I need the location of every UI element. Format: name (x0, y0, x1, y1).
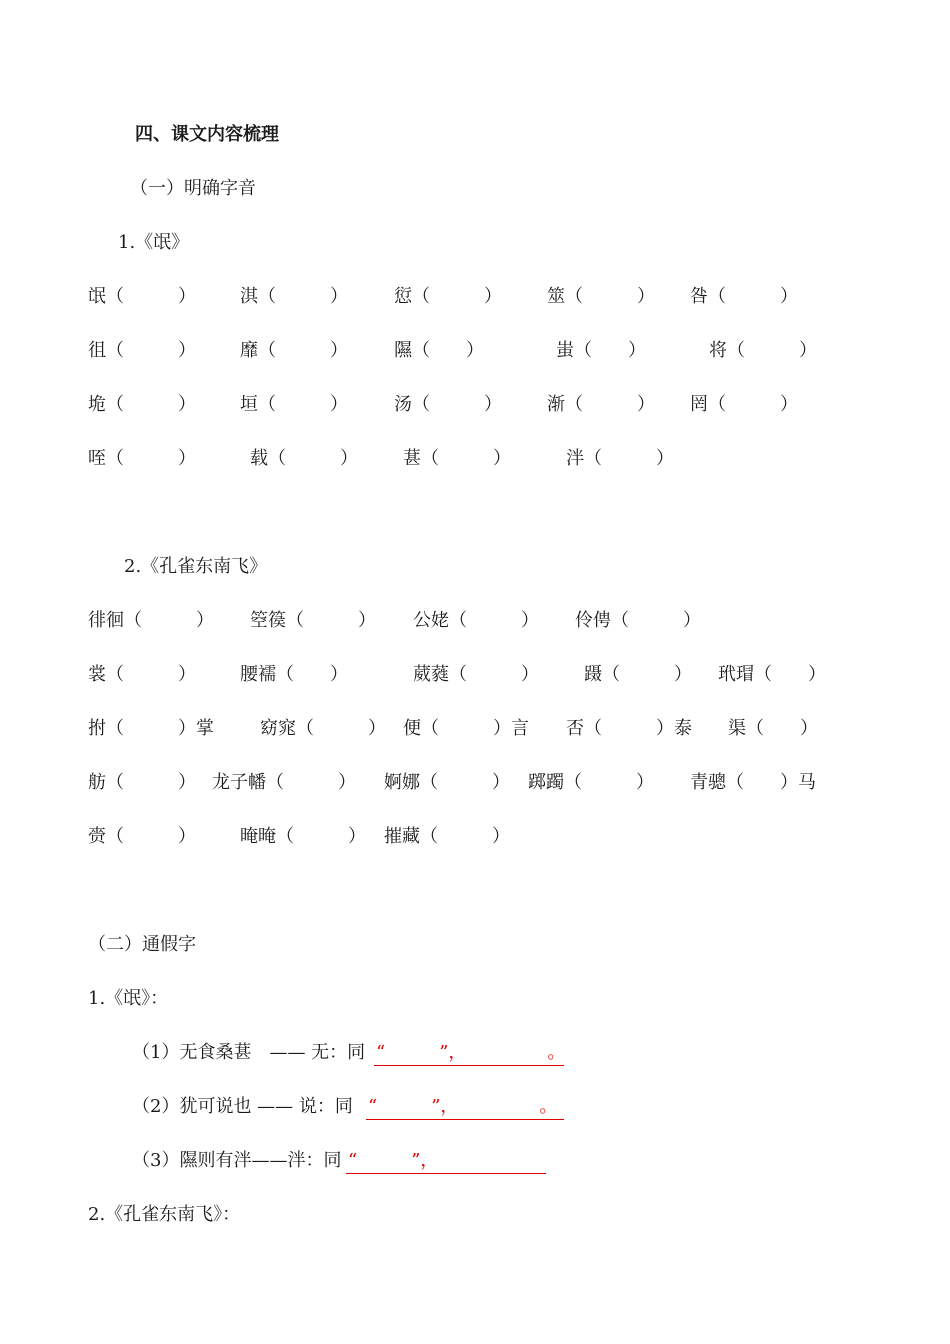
pinyin-item: 摧藏（ ） (384, 826, 510, 847)
pinyin-item: 踯躅（ ） (528, 772, 654, 793)
pinyin-item: 将（ ） (709, 340, 817, 361)
pinyin-item: 氓（ ） (88, 286, 196, 307)
pinyin-item: 赍（ ） (88, 826, 196, 847)
pinyin-item: 葚（ ） (403, 448, 511, 469)
tongjia-item-label: （2）犹可说也 —— 说：同 (132, 1096, 353, 1117)
pinyin-item: 隰（ ） (394, 340, 484, 361)
tongjia-item-label: （3）隰则有泮——泮：同 (132, 1150, 342, 1171)
pinyin-item: 徂（ ） (88, 340, 196, 361)
pinyin-item: 汤（ ） (394, 394, 502, 415)
pinyin-item: 葳蕤（ ） (413, 664, 539, 685)
pinyin-item: 舫（ ） (88, 772, 196, 793)
pinyin-item: 垝（ ） (88, 394, 196, 415)
pinyin-item: 箜篌（ ） (250, 610, 376, 631)
pinyin-item: 晻晻（ ） (240, 826, 366, 847)
subsection-title-tongjiazi: （二）通假字 (88, 934, 196, 955)
pinyin-item: 徘徊（ ） (88, 610, 214, 631)
pinyin-item: 靡（ ） (240, 340, 348, 361)
pinyin-item: 载（ ） (250, 448, 358, 469)
pinyin-item: 否（ ）泰 (566, 718, 692, 739)
pinyin-item: 愆（ ） (394, 286, 502, 307)
pinyin-item: 伶俜（ ） (575, 610, 701, 631)
part-title-peacock: 2.《孔雀东南飞》： (88, 1204, 241, 1225)
part-title-mang: 1.《氓》： (88, 988, 169, 1009)
pinyin-item: 渠（ ） (728, 718, 818, 739)
pinyin-item: 公姥（ ） (413, 610, 539, 631)
pinyin-item: 筮（ ） (547, 286, 655, 307)
pinyin-item: 蚩（ ） (556, 340, 646, 361)
pinyin-item: 拊（ ）掌 (88, 718, 214, 739)
pinyin-item: 婀娜（ ） (384, 772, 510, 793)
pinyin-item: 蹑（ ） (584, 664, 692, 685)
section-heading: 四、课文内容梳理 (135, 124, 279, 145)
pinyin-item: 渐（ ） (547, 394, 655, 415)
pinyin-item: 青骢（ ）马 (690, 772, 816, 793)
pinyin-item: 窈窕（ ） (260, 718, 386, 739)
pinyin-item: 裳（ ） (88, 664, 196, 685)
answer-blank[interactable]: “ ”， (348, 1150, 439, 1171)
pinyin-item: 淇（ ） (240, 286, 348, 307)
answer-blank[interactable]: “ ”， 。 (376, 1042, 566, 1063)
subsection-title-pronunciation: （一）明确字音 (130, 178, 256, 199)
pinyin-item: 龙子幡（ ） (212, 772, 356, 793)
part-title-mang: 1.《氓》 (118, 232, 190, 253)
pinyin-item: 咎（ ） (690, 286, 798, 307)
pinyin-item: 泮（ ） (566, 448, 674, 469)
pinyin-item: 咥（ ） (88, 448, 196, 469)
answer-blank[interactable]: “ ”， 。 (368, 1096, 558, 1117)
pinyin-item: 罔（ ） (690, 394, 798, 415)
part-title-peacock: 2.《孔雀东南飞》 (124, 556, 268, 577)
pinyin-item: 便（ ）言 (403, 718, 529, 739)
pinyin-item: 玳瑁（ ） (718, 664, 826, 685)
tongjia-item-label: （1）无食桑葚 —— 无：同 (132, 1042, 366, 1063)
pinyin-item: 腰襦（ ） (240, 664, 348, 685)
pinyin-item: 垣（ ） (240, 394, 348, 415)
